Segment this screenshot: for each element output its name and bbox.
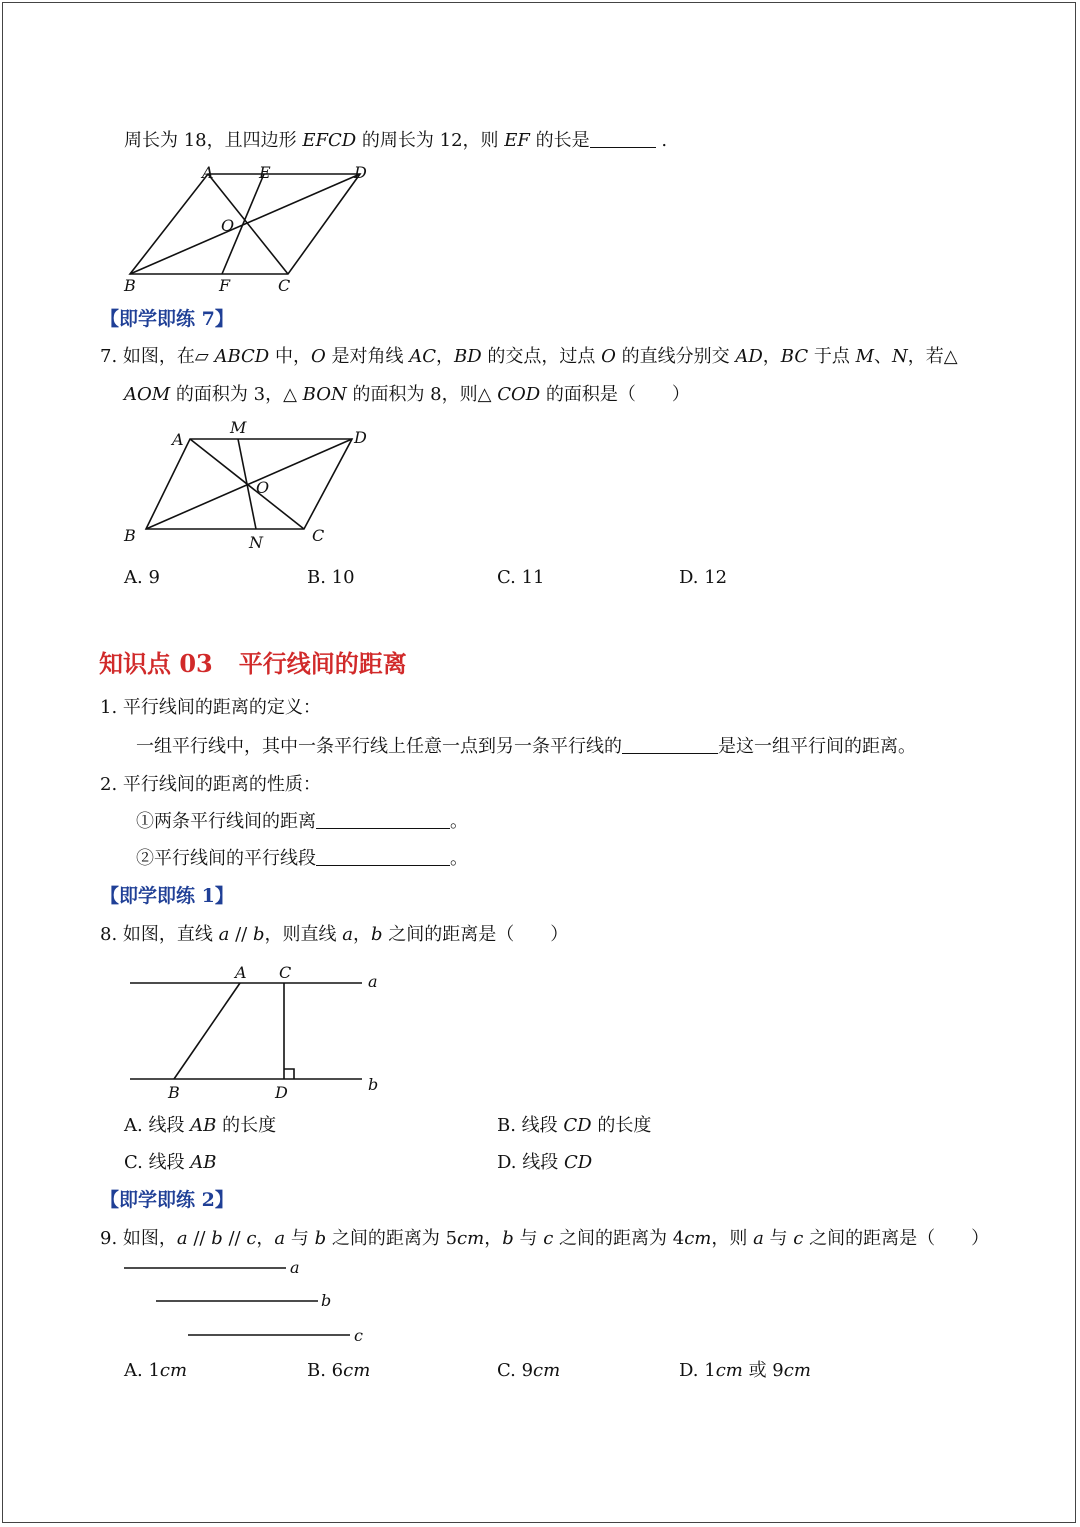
answer-blank (316, 847, 450, 866)
right-angle-mark (284, 1069, 294, 1079)
label-line-b: b (321, 1291, 332, 1310)
q8-option-d[interactable]: D. 线段 CD (497, 1152, 593, 1173)
q8-option-b[interactable]: B. 线段 CD 的长度 (497, 1115, 652, 1136)
q7-option-a[interactable]: A. 9 (124, 567, 160, 588)
segment-ab (174, 983, 240, 1079)
label-e: E (259, 163, 271, 182)
section-number: 知识点 03 (99, 649, 213, 678)
label-b: B (124, 276, 136, 295)
figure-three-parallel-lines (118, 1256, 378, 1348)
q7-line2: AOM 的面积为 3，△ BON 的面积为 8，则△ COD 的面积是（ ） (124, 384, 690, 405)
label-line-a: a (368, 972, 378, 991)
diagonal-bd (130, 174, 360, 274)
label-n: N (249, 533, 263, 552)
q8-option-a[interactable]: A. 线段 AB 的长度 (124, 1115, 277, 1136)
section-title: 平行线间的距离 (238, 649, 407, 678)
label-o: O (256, 478, 270, 497)
q8-text: 8. 如图，直线 a // b，则直线 a，b 之间的距离是（ ） (100, 924, 569, 945)
label-line-c: c (354, 1326, 363, 1345)
label-a: A (172, 430, 184, 449)
label-o: O (221, 216, 235, 235)
practice-7-heading: 【即学即练 7】 (100, 308, 234, 330)
diagonal-bd (146, 439, 352, 529)
diagonal-ac (208, 174, 288, 274)
q8-option-c[interactable]: C. 线段 AB (124, 1152, 217, 1173)
label-b: B (124, 526, 136, 545)
label-c: C (278, 276, 291, 295)
label-line-a: a (290, 1258, 300, 1277)
line-mn (238, 439, 256, 529)
figure-parallelogram-efcd (118, 160, 378, 300)
q9-option-d[interactable]: D. 1cm 或 9cm (679, 1360, 811, 1381)
answer-blank (590, 129, 656, 148)
q7-option-b[interactable]: B. 10 (307, 567, 355, 588)
answer-blank (316, 810, 450, 829)
property-2: ②平行线间的平行线段 。 (136, 848, 468, 869)
figure-parallel-lines-ab (118, 958, 398, 1106)
property-heading: 2. 平行线间的距离的性质： (100, 774, 321, 795)
q6-text: 周长为 18，且四边形 EFCD 的周长为 12，则 EF 的长是 . (124, 130, 668, 151)
label-d: D (275, 1083, 288, 1102)
q9-option-c[interactable]: C. 9cm (497, 1360, 561, 1381)
practice-1-heading: 【即学即练 1】 (100, 885, 234, 907)
practice-2-heading: 【即学即练 2】 (100, 1189, 234, 1211)
label-f: F (219, 276, 231, 295)
label-a: A (235, 963, 247, 982)
label-d: D (354, 428, 367, 447)
answer-blank (622, 735, 718, 754)
q9-text: 9. 如图，a // b // c，a 与 b 之间的距离为 5cm，b 与 c 之间的距离为 4cm，则 a 与 c 之间的距离是（ ） (100, 1228, 990, 1249)
q7-option-d[interactable]: D. 12 (679, 567, 728, 588)
property-1: ①两条平行线间的距离 。 (136, 811, 468, 832)
definition-heading: 1. 平行线间的距离的定义： (100, 697, 321, 718)
q7-option-c[interactable]: C. 11 (497, 567, 545, 588)
label-c: C (279, 963, 292, 982)
definition-body: 一组平行线中，其中一条平行线上任意一点到另一条平行线的 是这一组平行间的距离。 (136, 736, 916, 757)
q7-line1: 7. 如图，在▱ ABCD 中，O 是对角线 AC，BD 的交点，过点 O 的直线分别交 AD，BC 于点 M、N，若△ (100, 346, 958, 367)
label-b: B (168, 1083, 180, 1102)
figure-parallelogram-mn (118, 415, 378, 555)
label-d: D (354, 163, 367, 182)
q9-option-a[interactable]: A. 1cm (124, 1360, 188, 1381)
q9-option-b[interactable]: B. 6cm (307, 1360, 371, 1381)
label-a: A (202, 163, 214, 182)
section-heading (99, 649, 407, 679)
label-c: C (312, 526, 325, 545)
label-m: M (230, 418, 247, 437)
label-line-b: b (368, 1075, 379, 1094)
